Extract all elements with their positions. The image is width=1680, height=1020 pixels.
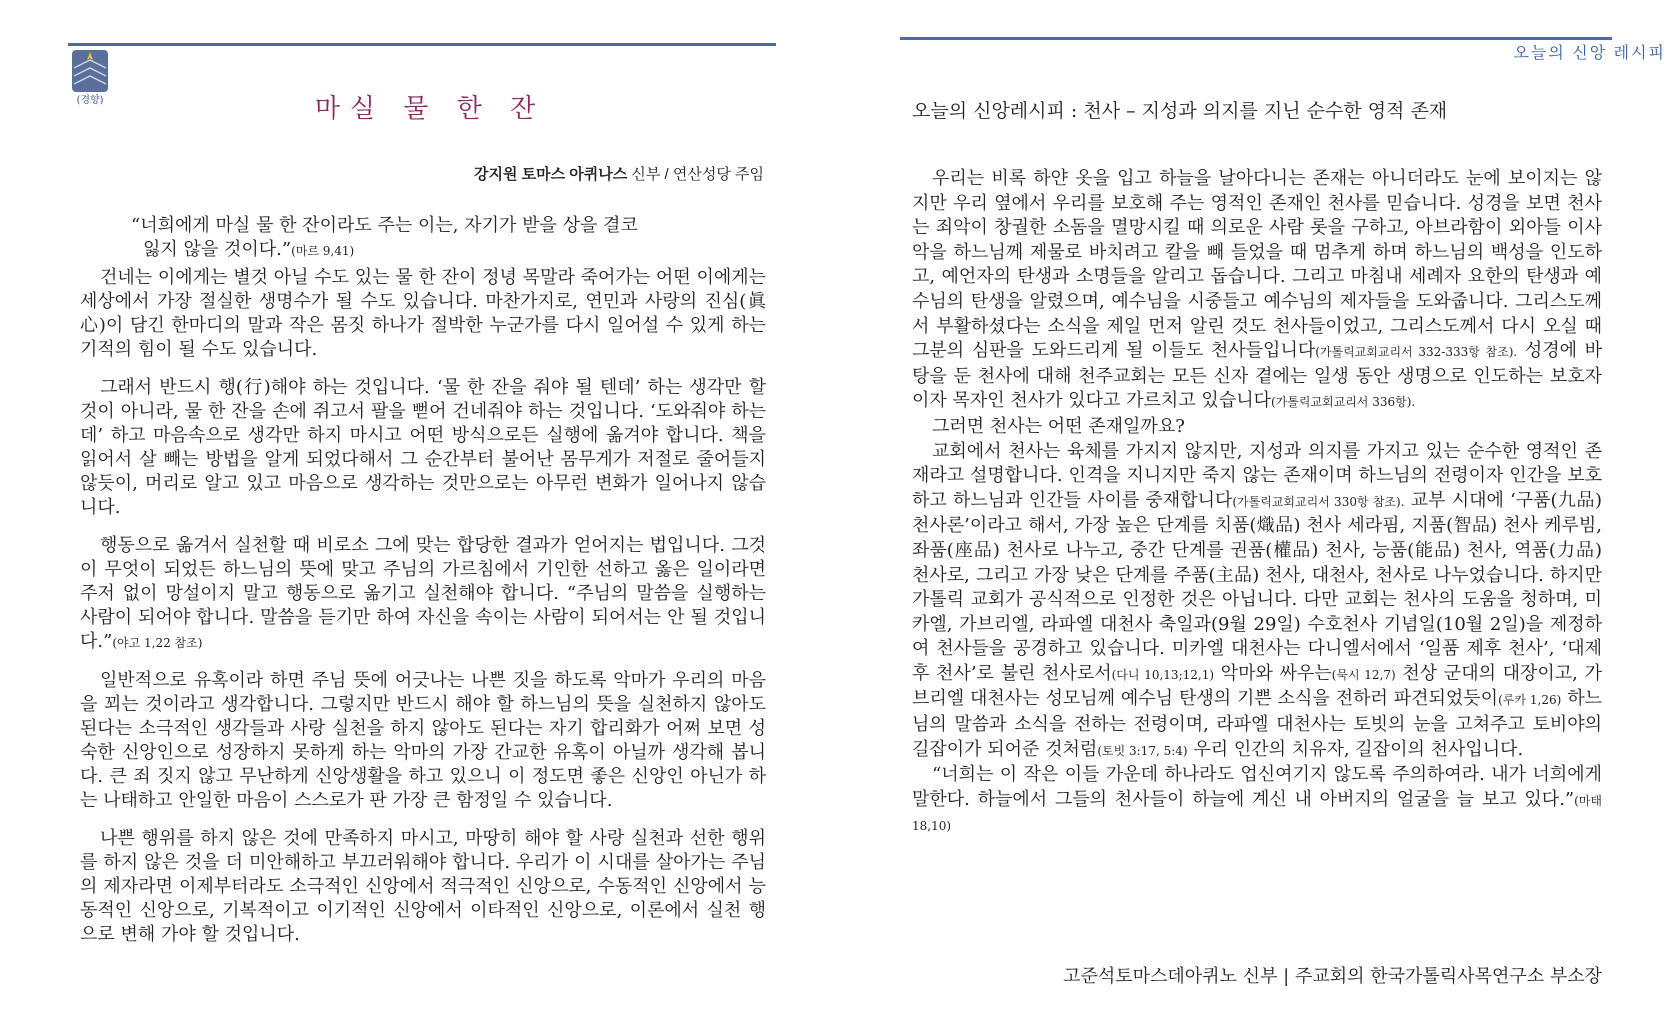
reference: (마태 18,10) <box>912 793 1602 834</box>
reference: (가톨릭교회교리서 330항 참조). <box>1232 494 1405 509</box>
article-body <box>912 167 1602 839</box>
reference: (가톨릭교회교리서 336항). <box>1270 395 1416 410</box>
reference: (가톨릭교회교리서 332-333항 참조). <box>1315 345 1518 360</box>
reference: (토빗 3:17, 5:4) <box>1097 743 1188 758</box>
article-body <box>80 266 766 961</box>
article-heading: 오늘의 신앙레시피 : 천사 – 지성과 의지를 지닌 순수한 영적 존재 <box>912 100 1448 122</box>
paragraph-3-text: 하느님의 말씀과 소식을 전하는 전령이며, 라파엘 대천사는 토빗의 눈을 고쳐주고 토비야의 길잡이가 되어준 것처럼 <box>912 688 1602 760</box>
author-footer: 고준석토마스데아퀴노 신부 | 주교회의 한국가톨릭사목연구소 부소장 <box>1063 966 1602 987</box>
paragraph-3-text: 천상 군대의 대장이고, 가브리엘 대천사는 성모님께 예수님 탄생의 기쁜 소식을 전하러 파견되었듯이 <box>912 662 1602 710</box>
closing-quote: “너희는 이 작은 이들 가운데 하나라도 업신여기지 않도록 주의하여라. 내가 너희에게 말한다. 하늘에서 그들의 천사들이 하늘에 계신 내 아버지의 얼굴을 늘 보고 있다.” <box>912 764 1602 810</box>
paragraph-5: 나쁜 행위를 하지 않은 것에 만족하지 마시고, 마땅히 해야 할 사랑 실천과 선한 행위를 하지 않은 것을 더 미안해하고 부끄러워해야 합니다. 우리가 이 시대를 살아가는 주님의 제자라면 이제부터라도 소극적인 신앙에서 적극적인 신앙으로, 수동적인 신앙에서 능동적인 신앙으로, 기복적이고 이기적인 신앙에서 이타적인 신앙으로, 이론에서 실천 행으로 변해 가야 할 것입니다. <box>80 828 766 945</box>
reference: (묵시 12,7) <box>1331 667 1396 682</box>
byline <box>474 163 764 184</box>
paragraph-1-continued: 성경에 바탕을 둔 천사에 대해 천주교회는 모든 신자 곁에는 일생 동안 생명으로 인도하는 보호자이자 목자인 천사가 있다고 가르치고 있습니다 <box>912 340 1603 412</box>
paragraph-4: 일반적으로 유혹이라 하면 주님 뜻에 어긋나는 나쁜 짓을 하도록 악마가 우리의 마음을 꾀는 것이라고 생각합니다. 그렇지만 반드시 해야 할 하느님의 뜻을 실천하지 않아도 된다는 소극적인 생각들과 사랑 실천을 하지 않아도 된다는 자기 합리화가 어쩌 보면 성숙한 신앙인으로 성장하지 못하게 하는 악마의 가장 간교한 유혹이 아닐까 생각해 봅니다. 큰 죄 짓지 않고 무난하게 신앙생활을 하고 있으니 이 정도면 좋은 신앙인 아닌가 하는 나태하고 안일한 마음이 스스로가 판 가장 큰 함정일 수 있습니다. <box>80 670 766 811</box>
reference: (루카 1,26) <box>1498 693 1562 708</box>
quote-line-1: “너희에게 마실 물 한 잔이라도 주는 이는, 자기가 받을 상을 결코 <box>131 215 638 236</box>
paragraph-1 <box>912 167 1602 415</box>
paragraph-4 <box>912 763 1602 839</box>
section-label: 오늘의 신앙 레시피 <box>1513 45 1666 62</box>
kyunghyang-emblem-icon <box>68 46 112 108</box>
paragraph-3-text: 교회에서 천사는 육체를 가지지 않지만, 지성과 의지를 가지고 있는 순수한 영적인 존재라고 설명합니다. 인격을 지니지만 죽지 않는 존재이며 하느님의 전령이자 인간을 보호하고 하느님과 인간들 사이를 중재합니다 <box>912 440 1602 511</box>
reference: (다니 10,13;12,1) <box>1111 667 1215 682</box>
right-page <box>900 0 1680 1020</box>
paragraph-1: 건네는 이에게는 별것 아닐 수도 있는 물 한 잔이 정녕 목말라 죽어가는 어떤 이에게는 세상에서 가장 절실한 생명수가 될 수도 있습니다. 마찬가지로, 연민과 사랑의 진심(眞心)이 담긴 한마디의 말과 작은 몸짓 하나가 절박한 누군가를 다시 일어설 수 있게 하는 기적의 힘이 될 수도 있습니다. <box>80 267 766 360</box>
emblem-text: (경향) <box>76 95 104 106</box>
paragraph-3-text: 악마와 싸우는 <box>1214 662 1332 684</box>
author-role: 신부 / 연산성당 주임 <box>631 166 764 183</box>
paragraph-3-text: 교부 시대에 ‘구품(九品) 천사론’이라고 해서, 가장 높은 단계를 치품(熾品) 천사 세라핌, 지품(智品) 천사 케루빔, 좌품(座品) 천사로 나누고, 중간 단계를 권품(權品) 천사, 능품(能品) 천사, 역품(力品) 천사로, 그리고 가장 낮은 단계를 주품(主品) 천사, 대천사, 천사로 나누었습니다. 하지만 가톨릭 교회가 공식적으로 인정한 것은 아닙니다. 다만 교회는 천사의 도움을 청하며, 미카엘, 가브리엘, 라파엘 대천사 축일과(9월 29일) 수호천사 기념일(10월 2일)을 제정하여 천사들을 공경하고 있습니다. 미카엘 대천사는 다니엘서에서 ‘일품 제후 천사’, ‘대제후 천사’로 불린 천사로서 <box>912 489 1602 684</box>
quote-line-2: 잃지 않을 것이다.” <box>143 239 292 260</box>
paragraph-3 <box>912 440 1602 764</box>
left-page <box>0 0 800 1020</box>
paragraph-1-text: 우리는 비록 하얀 옷을 입고 하늘을 날아다니는 존재는 아니더라도 눈에 보이지는 않지만 우리 옆에서 우리를 보호해 주는 영적인 존재인 천사를 믿습니다. 성경을 보면 천사는 죄악이 창궐한 소돔을 멸망시킬 때 의로운 사람 롯을 구하고, 아브라함이 외아들 이사악을 하느님께 제물로 바치려고 칼을 빼 들었을 때 멈추게 하며 하느님의 백성을 인도하고, 예언자의 탄생과 소명들을 알리고 돕습니다. 그리고 마침내 세례자 요한의 탄생과 예수님의 탄생을 알렸으며, 예수님을 시중들고 예수님의 제자들을 도와줍니다. 그리스도께서 부활하셨다는 소식을 제일 먼저 알린 것도 천사들이었고, 그리스도께서 다시 오실 때 그분의 심판을 도와드리게 될 이들도 천사들입니다 <box>912 168 1602 362</box>
paragraph-3 <box>80 534 766 655</box>
quote-reference: (마르 9,41) <box>291 244 355 258</box>
top-rule <box>900 37 1612 40</box>
author-name: 강지원 토마스 아퀴나스 <box>473 166 628 183</box>
top-rule <box>68 43 776 46</box>
epigraph-quote <box>131 214 751 263</box>
paragraph-2: 그러면 천사는 어떤 존재일까요? <box>932 415 1185 437</box>
article-title: 마실 물 한 잔 <box>314 94 546 124</box>
paragraph-2: 그래서 반드시 행(行)해야 하는 것입니다. ‘물 한 잔을 줘야 될 텐데’ 하는 생각만 할 것이 아니라, 물 한 잔을 손에 쥐고서 팔을 뻗어 건네줘야 하는 것입니다. ‘도와줘야 하는데’ 하고 마음속으로 생각만 하지 마시고 어떤 방식으로든 실행에 옮겨야 합니다. 책을 읽어서 살 빼는 방법을 알게 되었다해서 그 순간부터 불어난 몸무게가 저절로 줄어들지 않듯이, 머리로 알고 있고 마음으로 생각하는 것만으로는 아무런 변화가 일어나지 않습니다. <box>80 377 766 518</box>
paragraph-3-text: 행동으로 옮겨서 실천할 때 비로소 그에 맞는 합당한 결과가 얻어지는 법입니다. 그것이 무엇이 되었든 하느님의 뜻에 맞고 주님의 가르침에서 기인한 선하고 옳은 일이라면 주저 없이 망설이지 말고 행동으로 옮기고 실천해야 합니다. “주님의 말씀을 실행하는 사람이 되어야 합니다. 말씀을 듣기만 하여 자신을 속이는 사람이 되어서는 안 될 것입니다.” <box>80 535 766 652</box>
paragraph-3-reference: (야고 1,22 참조) <box>112 636 203 650</box>
paragraph-3-text: 우리 인간의 치유자, 길잡이의 천사입니다. <box>1187 738 1524 760</box>
